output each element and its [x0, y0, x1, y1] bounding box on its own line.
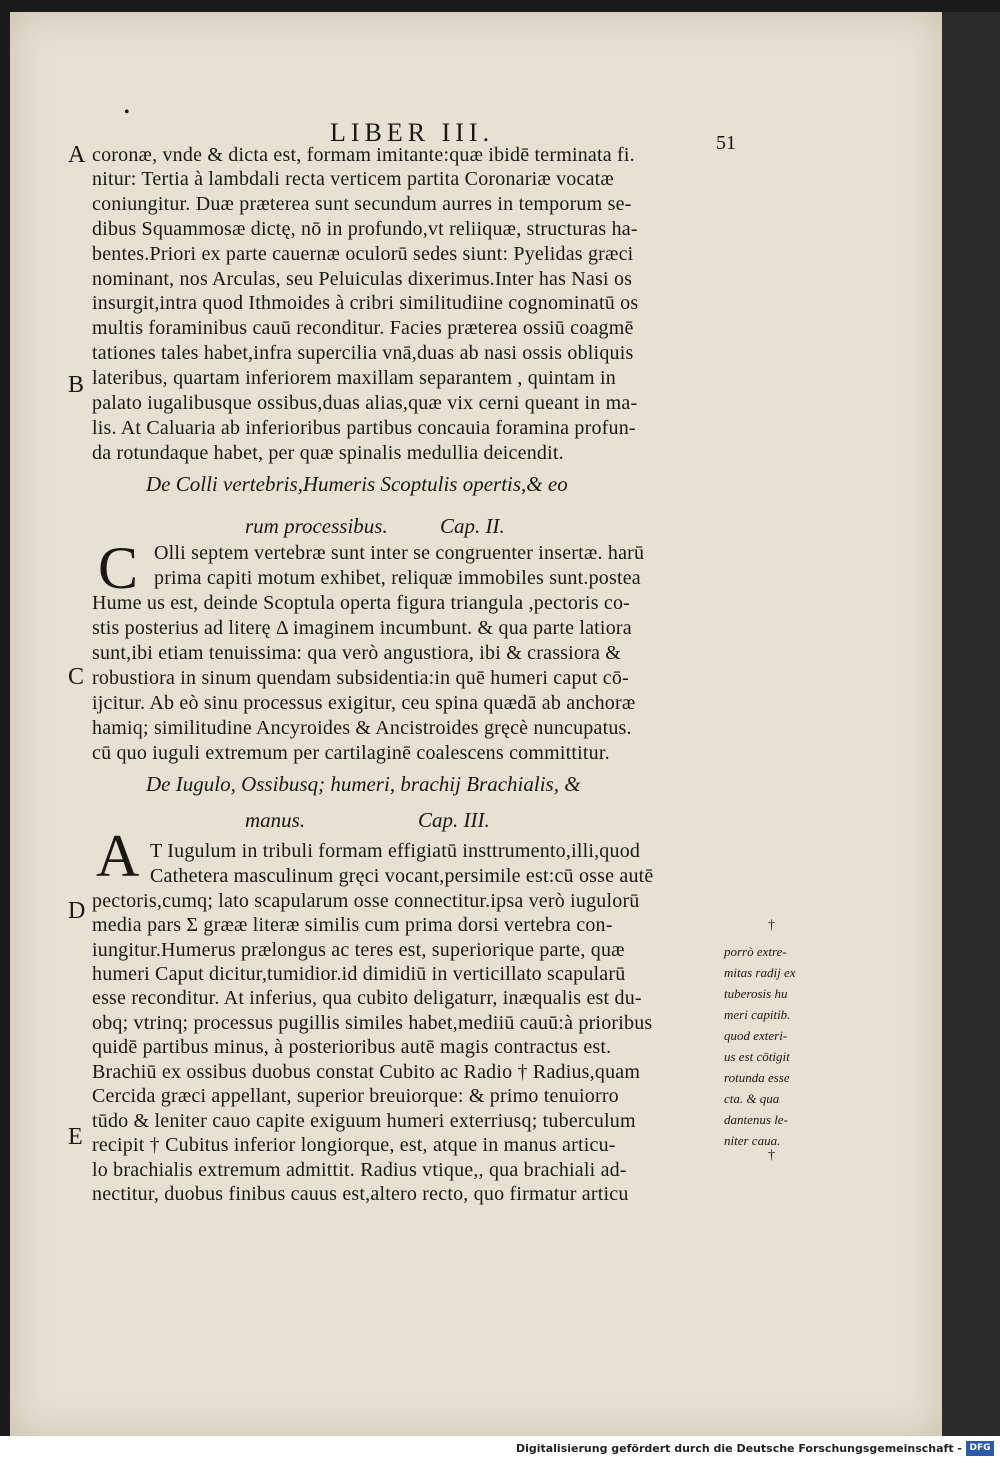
- section3-line: esse reconditur. At inferius, qua cubito deligaturr, inæqualis est du-: [92, 987, 642, 1009]
- chapter-heading-cont: rum processibus.: [245, 514, 388, 538]
- section1-line: multis foraminibus cauū reconditur. Facies præterea ossiū coagmē: [92, 317, 634, 339]
- chapter-heading: De Iugulo, Ossibusq; humeri, brachij Brachialis, &: [146, 772, 581, 796]
- section2-line: stis posterius ad literę Δ imaginem incumbunt. & qua parte latiora: [92, 617, 632, 639]
- section3-line: obq; vtrinq; processus pugillis similes habet,mediiū cauū:à prioribus: [92, 1012, 653, 1034]
- section1-line: coniungitur. Duæ præterea sunt secundum aurres in temporum se-: [92, 193, 632, 215]
- running-head: LIBER III.: [330, 118, 495, 147]
- section3-line: quidē partibus minus, à posterioribus autē magis contractus est.: [92, 1036, 612, 1058]
- section3-line: Cercida græci appellant, superior breuiorque: & primo tenuiorro: [92, 1085, 619, 1107]
- section1-line: bentes.Priori ex parte cauernæ oculorū sedes siunt: Pyelidas græci: [92, 243, 634, 265]
- section1-line: palato iugalibusque ossibus,duas alias,quæ vix cerni queant in ma-: [92, 392, 638, 414]
- side-letter-b: B: [68, 372, 85, 398]
- side-letter-d: D: [68, 898, 86, 924]
- side-letter-e: E: [68, 1124, 83, 1150]
- chapter-number: Cap. III.: [418, 808, 490, 832]
- margin-note-line: niter caua.: [724, 1133, 781, 1148]
- section1-line: lateribus, quartam inferiorem maxillam separantem , quintam in: [92, 367, 616, 389]
- margin-note-line: dantenus le-: [724, 1112, 788, 1127]
- side-letter-c: C: [68, 664, 85, 690]
- chapter-number: Cap. II.: [440, 514, 505, 538]
- section2-line: robustiora in sinum quendam subsidentia:in quē humeri caput cō-: [92, 667, 629, 689]
- section3-line: Cathetera masculinum gręci vocant,persimile est:cū osse autē: [150, 865, 654, 887]
- drop-cap: A: [96, 823, 140, 889]
- margin-note-line: rotunda esse: [724, 1070, 790, 1085]
- margin-note-line: tuberosis hu: [724, 986, 788, 1001]
- dfg-logo: DFG: [966, 1441, 994, 1456]
- section3-line: nectitur, duobus finibus cauus est,altero recto, quo firmatur articu: [92, 1183, 629, 1205]
- margin-note-line: meri capitib.: [724, 1007, 791, 1022]
- section3-line: recipit † Cubitus inferior longiorque, est, atque in manus articu-: [92, 1134, 616, 1156]
- margin-note-line: mitas radij ex: [724, 965, 796, 980]
- section2-line: Hume us est, deinde Scoptula operta figura triangula ,pectoris co-: [92, 592, 631, 614]
- section3-line: iungitur.Humerus prælongus ac teres est, superiorique parte, quæ: [92, 939, 625, 961]
- section1-line: lis. At Caluaria ab inferioribus partibus concauia foramina profun-: [92, 417, 636, 439]
- chapter-heading-cont: manus.: [245, 808, 306, 832]
- section2-line: Olli septem vertebræ sunt inter se congruenter insertæ. harū: [154, 542, 645, 564]
- page-edge: [942, 12, 1000, 1436]
- section2-line: cū quo iuguli extremum per cartilaginē coalescens committitur.: [92, 742, 610, 764]
- section3-line: humeri Caput dicitur,tumidior.id dimidiū in verticillato scapularū: [92, 963, 626, 985]
- section2-line: ijcitur. Ab eò sinu processus exigitur, ceu spina quædā ab anchoræ: [92, 692, 636, 714]
- dagger-mark: †: [768, 1148, 775, 1163]
- section3-line: pectoris,cumq; lato scapularum osse connectitur.ipsa verò iugulorū: [92, 890, 640, 912]
- section3-line: T Iugulum in tribuli formam effigiatū insttrumento,illi,quod: [150, 840, 641, 862]
- drop-cap: C: [98, 535, 139, 601]
- section1-line: dibus Squammosæ dictę, nō in profundo,vt reliiquæ, structuras ha-: [92, 218, 638, 240]
- folio-number: 51: [716, 132, 736, 154]
- section1-line: nominant, nos Arculas, seu Peluiculas dixerimus.Inter has Nasi os: [92, 268, 633, 290]
- margin-note-line: cta. & qua: [724, 1091, 780, 1106]
- margin-note-line: porrò extre-: [724, 944, 787, 959]
- funding-notice: Digitalisierung gefördert durch die Deutsche Forschungsgemeinschaft -: [515, 1442, 962, 1455]
- section3-line: lo brachialis extremum admittit. Radius vtique,, qua brachiali ad-: [92, 1159, 627, 1181]
- section3-line: media pars Σ grææ literæ similis cum prima dorsi vertebra con-: [92, 914, 613, 936]
- section2-line: sunt,ibi etiam tenuissima: qua verò angustiora, ibi & crassiora &: [92, 642, 622, 664]
- section1-line: tationes tales habet,infra supercilia vnā,duas ab nasi ossis obliquis: [92, 342, 634, 364]
- side-letter-a: A: [68, 142, 86, 168]
- chapter-heading: De Colli vertebris,Humeris Scoptulis opertis,& eo: [146, 472, 568, 496]
- margin-note-line: quod exteri-: [724, 1028, 788, 1043]
- section3-line: Brachiū ex ossibus duobus constat Cubito ac Radio † Radius,quam: [92, 1061, 641, 1083]
- margin-note-line: us est cōtigit: [724, 1049, 790, 1064]
- dot-mark: •: [124, 104, 130, 121]
- section1-line: nitur: Tertia à lambdali recta verticem partita Coronariæ vocatæ: [92, 168, 614, 190]
- footer-bar: [0, 1436, 1000, 1463]
- section2-line: prima capiti motum exhibet, reliquæ immobiles sunt.postea: [154, 567, 641, 589]
- section1-line: insurgit,intra quod Ithmoides à cribri similitudiine cognominatū os: [92, 292, 639, 314]
- dagger-mark: †: [768, 918, 775, 933]
- section2-line: hamiq; similitudine Ancyroides & Ancistroides gręcè nuncupatus.: [92, 717, 632, 739]
- section3-line: tūdo & leniter cauo capite exiguum humeri exterriusq; tuberculum: [92, 1110, 636, 1132]
- section1-line: coronæ, vnde & dicta est, formam imitante:quæ ibidē terminata fi.: [92, 144, 635, 166]
- section1-line: da rotundaque habet, per quæ spinalis medullia deicendit.: [92, 442, 564, 464]
